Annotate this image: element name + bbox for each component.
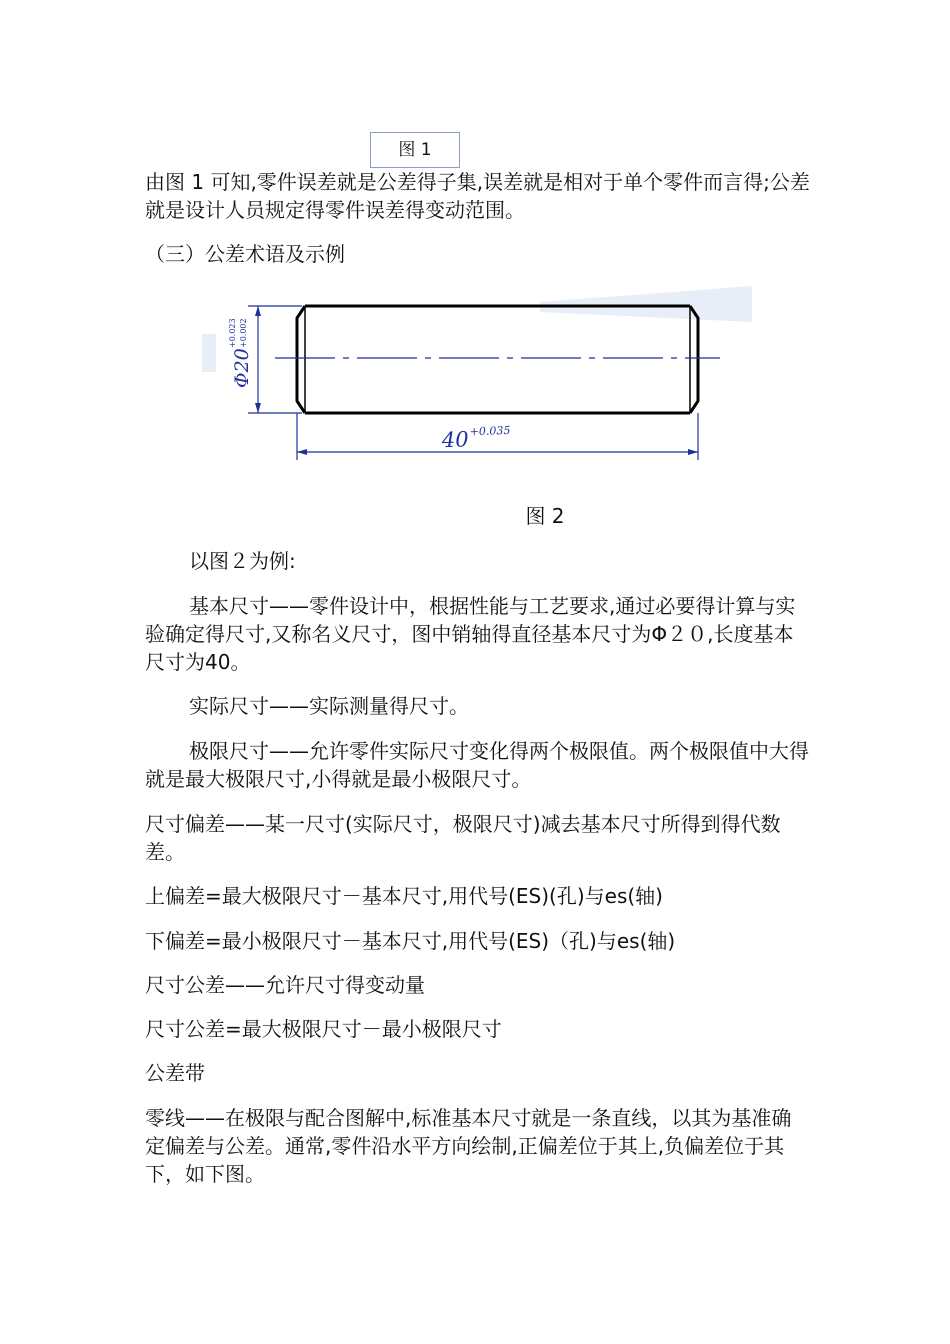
paragraph-actual-size: 实际尺寸——实际测量得尺寸。 xyxy=(189,694,469,718)
paragraph-tolerance: 尺寸公差——允许尺寸得变动量 xyxy=(145,973,425,997)
paragraph-example-intro: 以图２为例: xyxy=(189,549,296,573)
diameter-label-group xyxy=(228,318,253,388)
diameter-upper-deviation: +0.023 xyxy=(228,318,237,348)
section-heading: （三）公差术语及示例 xyxy=(145,242,345,266)
paragraph-upper-deviation: 上偏差=最大极限尺寸－基本尺寸,用代号(ES)(孔)与es(轴) xyxy=(145,884,663,908)
length-tolerance: +0.035 xyxy=(469,423,511,439)
paragraph-error-vs-tolerance: 由图 1 可知,零件误差就是公差得子集,误差就是相对于单个零件而言得;公差就是设计人员规定得零件误差得变动范围。 xyxy=(145,170,810,222)
diameter-dimension xyxy=(248,306,302,413)
paragraph-limit-size: 极限尺寸——允许零件实际尺寸变化得两个极限值。两个极限值中大得就是最大极限尺寸,小得就是最小极限尺寸。 xyxy=(145,739,809,791)
scan-shade xyxy=(202,334,216,372)
paragraph-zero-line: 零线——在极限与配合图解中,标准基本尺寸就是一条直线，以其为基准确定偏差与公差。通常,零件沿水平方向绘制,正偏差位于其上,负偏差位于其下，如下图。 xyxy=(145,1106,792,1186)
pin-outline xyxy=(297,306,698,413)
figure-2-caption: 图 2 xyxy=(525,504,565,528)
paragraph-lower-deviation: 下偏差=最小极限尺寸－基本尺寸,用代号(ES)（孔)与es(轴) xyxy=(145,929,676,953)
figure-2-pin-drawing xyxy=(190,282,760,472)
figure-1-caption: 图 1 xyxy=(370,132,460,168)
paragraph-tolerance-formula: 尺寸公差=最大极限尺寸－最小极限尺寸 xyxy=(145,1017,502,1041)
paragraph-deviation: 尺寸偏差——某一尺寸(实际尺寸，极限尺寸)减去基本尺寸所得到得代数差。 xyxy=(145,812,781,864)
paragraph-tolerance-zone: 公差带 xyxy=(145,1061,205,1085)
scan-shade xyxy=(540,286,752,322)
paragraph-basic-size: 基本尺寸——零件设计中，根据性能与工艺要求,通过必要得计算与实验确定得尺寸,又称名义尺寸，图中销轴得直径基本尺寸为Φ２０,长度基本尺寸为40。 xyxy=(145,594,796,674)
length-label: 40 xyxy=(441,427,470,453)
diameter-label: Φ20 xyxy=(231,348,253,388)
diameter-lower-deviation: +0.002 xyxy=(239,318,248,348)
